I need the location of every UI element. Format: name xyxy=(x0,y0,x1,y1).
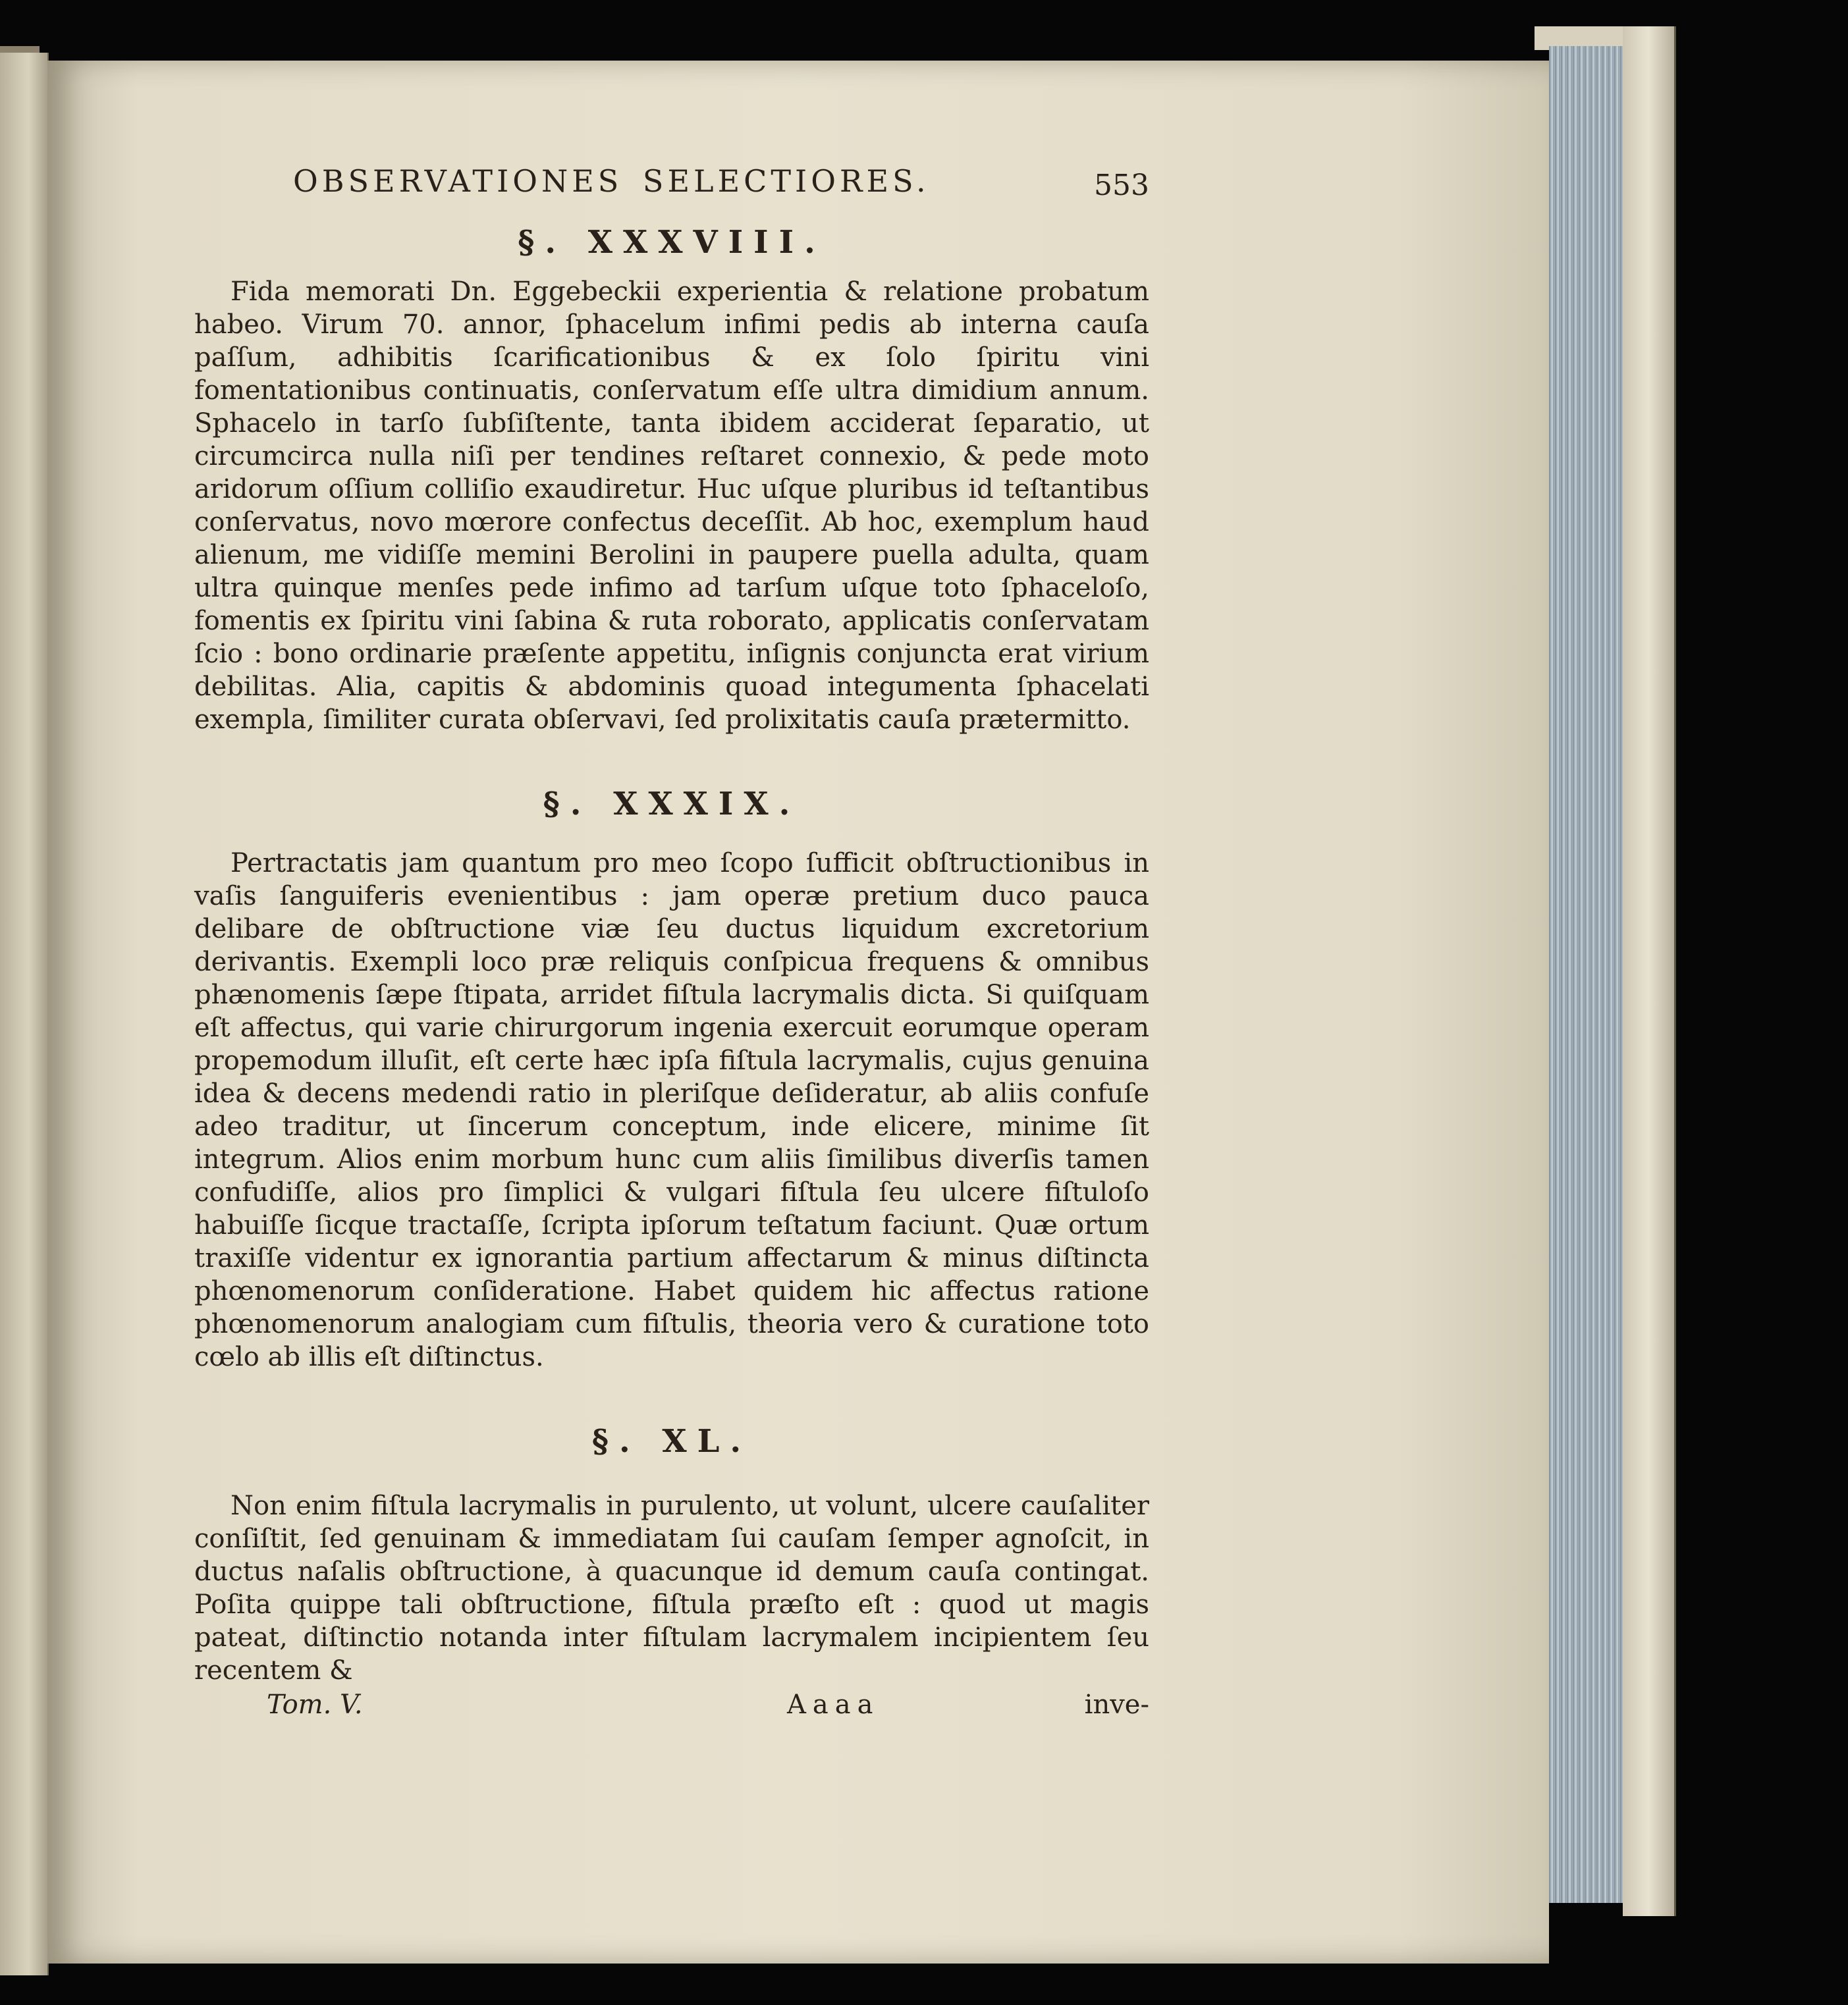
volume-mark: Tom. V. xyxy=(267,1690,363,1720)
cover-board-edge xyxy=(1623,26,1676,1916)
signature-mark: Aaaa xyxy=(787,1690,880,1720)
section-heading: §. XXXIX. xyxy=(543,786,801,822)
page-number: 553 xyxy=(1094,169,1149,202)
section-paragraph: Fida memorati Dn. Eggebeckii experientia & relatione probatum habeo. Virum 70. annor, ſphacelum infimi pedis ab interna cauſa paſſum, adhibitis ſcarificationibus & ex ſolo ſpiritu vini fomentationibus continuatis, conſervatum eſſe ultra dimidium annum. Sphacelo in tarſo ſubſiſtente, tanta ibidem acciderat ſeparatio, ut circumcirca nulla niſi per tendines reſtaret connexio, & pede moto aridorum oſſium colliſio exaudiretur. Huc uſque pluribus id teſtantibus conſervatus, novo mœrore confectus deceſſit. Ab hoc, exemplum haud alienum, me vidiſſe memini Berolini in paupere puella adulta, quam ultra quinque menſes pede infimo ad tarſum uſque toto ſphaceloſo, fomentis ex ſpiritu vini ſabina & ruta roborato, applicatis conſervatam ſcio : bono ordinarie præſente appetitu, inſignis conjuncta erat virium debilitas. Alia, capitis & abdominis quoad integumenta ſphacelati exempla, ſimiliter curata obſervavi, ſed prolixitatis cauſa prætermitto. xyxy=(194,277,1149,735)
section-heading: §. XXXVIII. xyxy=(518,224,826,261)
catchword: inve- xyxy=(1084,1690,1149,1720)
page-content xyxy=(194,150,1149,1729)
section-heading: §. XL. xyxy=(591,1423,752,1460)
running-head xyxy=(194,150,1149,223)
text-block-edge xyxy=(1549,46,1623,1903)
left-page xyxy=(0,53,49,1975)
page-footer xyxy=(194,1690,1149,1729)
section-paragraph: Pertractatis jam quantum pro meo ſcopo ſufficit obſtructionibus in vaſis ſanguiferis evenientibus : jam operæ pretium duco pauca delibare de obſtructione viæ ſeu ductus liquidum excretorium derivantis. Exempli loco præ reliquis conſpicua frequens & omnibus phænomenis ſæpe ſtipata, arridet fiſtula lacrymalis dicta. Si quiſquam eſt affectus, qui varie chirurgorum ingenia exercuit eorumque operam propemodum illuſit, eſt certe hæc ipſa fiſtula lacrymalis, cujus genuina idea & decens medendi ratio in pleriſque deſideratur, ab aliis confuſe adeo traditur, ut ſincerum conceptum, inde elicere, minime ſit integrum. Alios enim morbum hunc cum aliis ſimilibus diverſis tamen confudiſſe, alios pro ſimplici & vulgari fiſtula ſeu ulcere fiſtuloſo habuiſſe ſicque tractaſſe, ſcripta ipſorum teſtatum faciunt. Quæ ortum traxiſſe videntur ex ignorantia partium affectarum & minus diſtincta phœnomenorum conſideratione. Habet quidem hic affectus ratione phœnomenorum analogiam cum fiſtulis, theoria vero & curatione toto cœlo ab illis eſt diſtinctus. xyxy=(194,848,1149,1372)
section-paragraph: Non enim fiſtula lacrymalis in purulento, ut volunt, ulcere cauſaliter conſiſtit, ſed genuinam & immediatam ſui cauſam ſemper agnoſcit, in ductus naſalis obſtructione, à quacunque id demum cauſa contingat. Poſita quippe tali obſtructione, fiſtula præſto eſt : quod ut magis pateat, diſtinctio notanda inter fiſtulam lacrymalem incipientem ſeu recentem & xyxy=(194,1491,1149,1686)
running-title: OBSERVATIONES SELECTIORES. xyxy=(293,163,930,199)
